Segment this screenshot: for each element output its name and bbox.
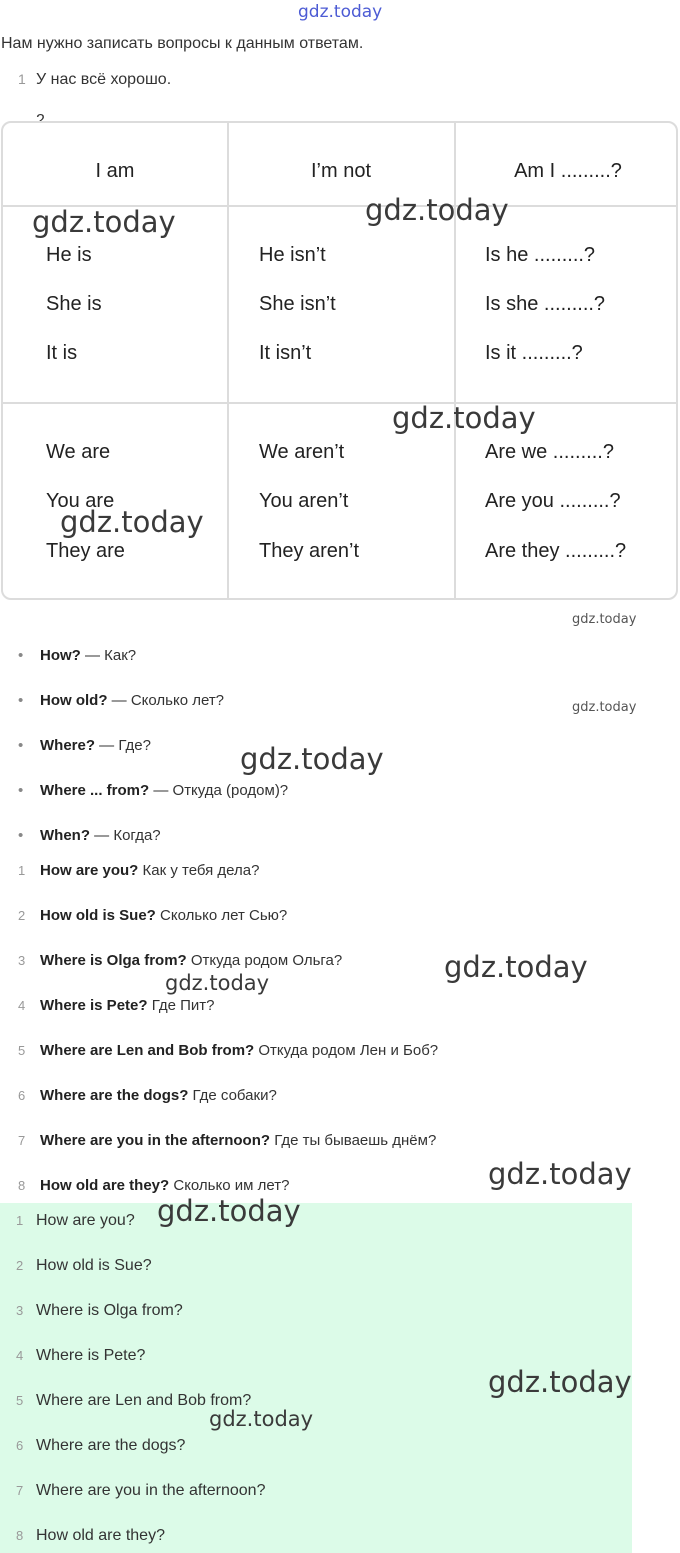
- table-cell: He is: [46, 244, 92, 266]
- table-cell: They are: [46, 540, 125, 562]
- table-cell: You aren’t: [259, 490, 349, 512]
- answer-line-1: [18, 71, 171, 89]
- task-intro: Нам нужно записать вопросы к данным ответам.: [1, 35, 364, 52]
- list-item: 1 How are you? Как у тебя дела?: [18, 862, 260, 879]
- watermark: gdz.today: [444, 950, 588, 984]
- list-item: 2 How old is Sue? Сколько лет Сью?: [18, 907, 288, 924]
- watermark: gdz.today: [60, 505, 204, 539]
- list-item: 5 Where are Len and Bob from?: [16, 1392, 252, 1409]
- list-item: 4 Where is Pete?: [16, 1347, 146, 1364]
- table-cell: Are they .........?: [485, 540, 627, 562]
- answer-text: У нас всё хорошо.: [36, 71, 172, 88]
- watermark: gdz.today: [488, 1157, 632, 1191]
- table-cell: They aren’t: [259, 540, 360, 562]
- table-cell: It isn’t: [259, 342, 312, 364]
- list-item: 3 Where is Olga from? Откуда родом Ольга?: [18, 952, 343, 969]
- table-cell: She is: [46, 293, 102, 315]
- list-item: 8 How old are they? Сколько им лет?: [18, 1177, 290, 1194]
- list-item: 7 Where are you in the afternoon?: [16, 1482, 266, 1499]
- watermark: gdz.today: [572, 700, 637, 715]
- list-item: • How? — Как?: [18, 647, 137, 664]
- table-cell: We are: [46, 441, 111, 463]
- header-negative: I’m not: [310, 160, 372, 182]
- list-item: 8 How old are they?: [16, 1527, 165, 1544]
- list-item: 6 Where are the dogs? Где собаки?: [18, 1087, 277, 1104]
- watermark: gdz.today: [488, 1365, 632, 1399]
- line-number: 1: [18, 71, 26, 87]
- list-item: • Where? — Где?: [18, 737, 151, 754]
- table-cell: He isn’t: [259, 244, 326, 266]
- table-cell: Is it .........?: [485, 342, 583, 364]
- table-cell: Is he .........?: [485, 244, 596, 266]
- watermark: gdz.today: [392, 401, 536, 435]
- list-item: 3 Where is Olga from?: [16, 1302, 183, 1319]
- watermark-top: gdz.today: [298, 2, 383, 22]
- watermark: gdz.today: [209, 1407, 314, 1431]
- list-item: 2 How old is Sue?: [16, 1257, 152, 1274]
- watermark: gdz.today: [240, 742, 384, 776]
- table-cell: Are you .........?: [485, 490, 621, 512]
- list-item: • How old? — Сколько лет?: [18, 692, 225, 709]
- cut-off-line: [36, 112, 48, 120]
- table-cell: Are we .........?: [485, 441, 614, 463]
- header-affirmative: I am: [95, 160, 135, 182]
- watermark: gdz.today: [572, 612, 637, 627]
- list-item: • Where ... from? — Откуда (родом)?: [18, 782, 289, 799]
- list-item: 6 Where are the dogs?: [16, 1437, 186, 1454]
- table-cell: Is she .........?: [485, 293, 606, 315]
- list-item: 4 Where is Pete? Где Пит?: [18, 997, 215, 1014]
- table-cell: You are: [46, 490, 115, 512]
- list-item: • When? — Когда?: [18, 827, 161, 844]
- watermark: gdz.today: [157, 1194, 301, 1228]
- watermark: gdz.today: [165, 971, 270, 995]
- header-question: Am I .........?: [514, 160, 622, 182]
- table-cell: We aren’t: [259, 441, 345, 463]
- watermark: gdz.today: [32, 205, 176, 239]
- list-item: 5 Where are Len and Bob from? Откуда родом Лен и Боб?: [18, 1042, 439, 1059]
- list-item: 7 Where are you in the afternoon? Где ты бываешь днём?: [18, 1132, 437, 1149]
- table-cell: She isn’t: [259, 293, 336, 315]
- table-cell: It is: [46, 342, 78, 364]
- watermark: gdz.today: [365, 193, 509, 227]
- list-item: 1 How are you?: [16, 1212, 135, 1229]
